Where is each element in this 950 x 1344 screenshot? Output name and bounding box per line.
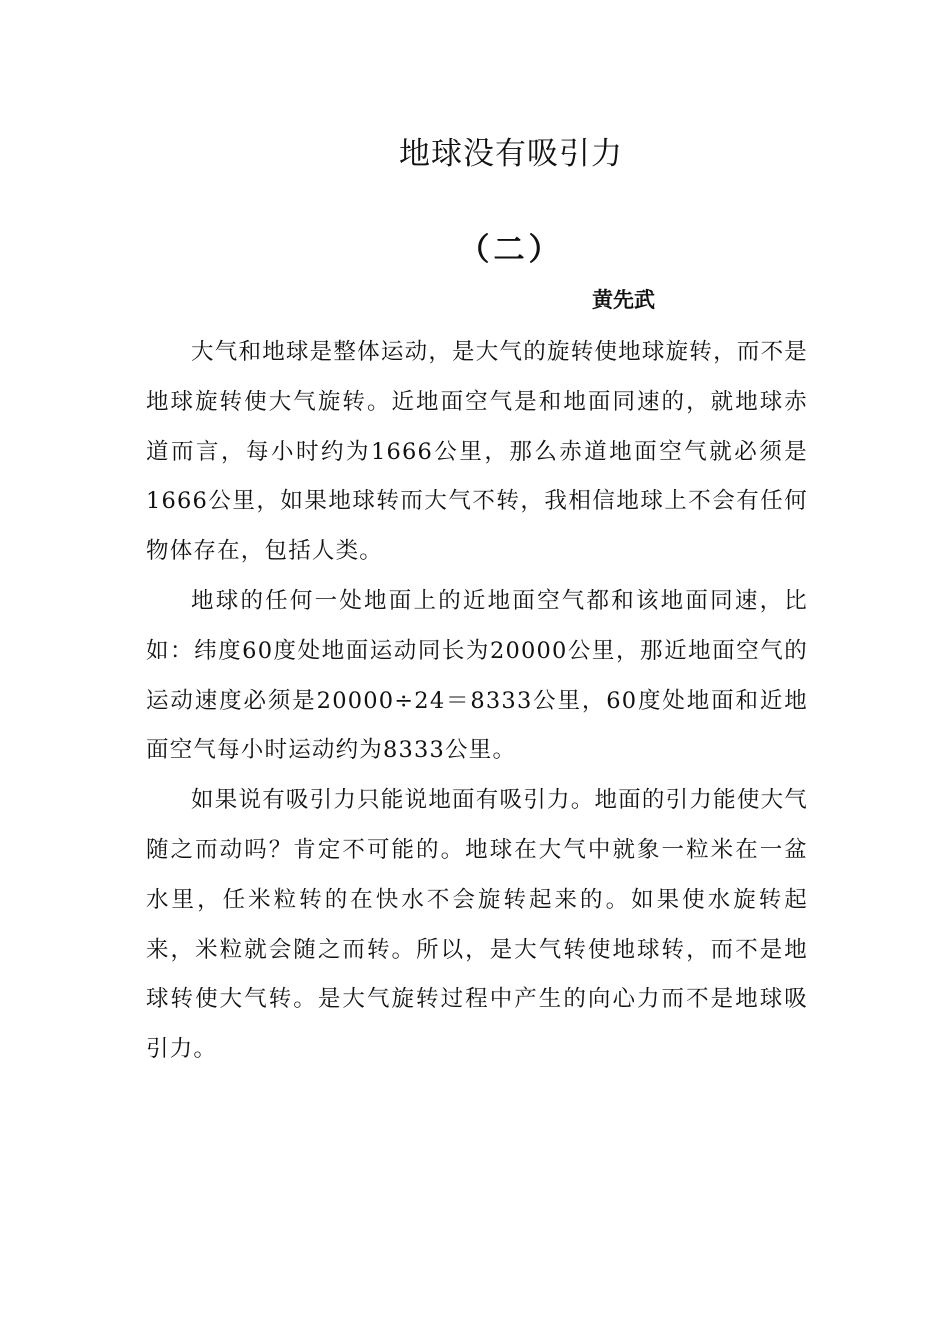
paragraph: 大气和地球是整体运动，是大气的旋转使地球旋转，而不是地球旋转使大气旋转。近地面空气是和地面同速的，就地球赤道而言，每小时约为1666公里，那么赤道地面空气就必须是1666公里，如果地球转而大气不转，我相信地球上不会有任何物体存在，包括人类。 (146, 339, 808, 565)
paragraph: 如果说有吸引力只能说地面有吸引力。地面的引力能使大气随之而动吗？肯定不可能的。地球在大气中就象一粒米在一盆水里，任米粒转的在快水不会旋转起来的。如果使水旋转起来，米粒就会随之而转。所以，是大气转使地球转，而不是地球转使大气转。是大气旋转过程中产生的向心力而不是地球吸引力。 (146, 787, 808, 1063)
document-subtitle: （二） (458, 232, 564, 268)
document-title: 地球没有吸引力 (399, 136, 623, 172)
paragraph: 地球的任何一处地面上的近地面空气都和该地面同速，比如：纬度60度处地面运动同长为20000公里，那近地面空气的运动速度必须是20000÷24＝8333公里，60度处地面和近地面空气每小时运动约为8333公里。 (146, 587, 808, 764)
author-name: 黄先武 (592, 288, 655, 312)
body-text (146, 328, 808, 1075)
